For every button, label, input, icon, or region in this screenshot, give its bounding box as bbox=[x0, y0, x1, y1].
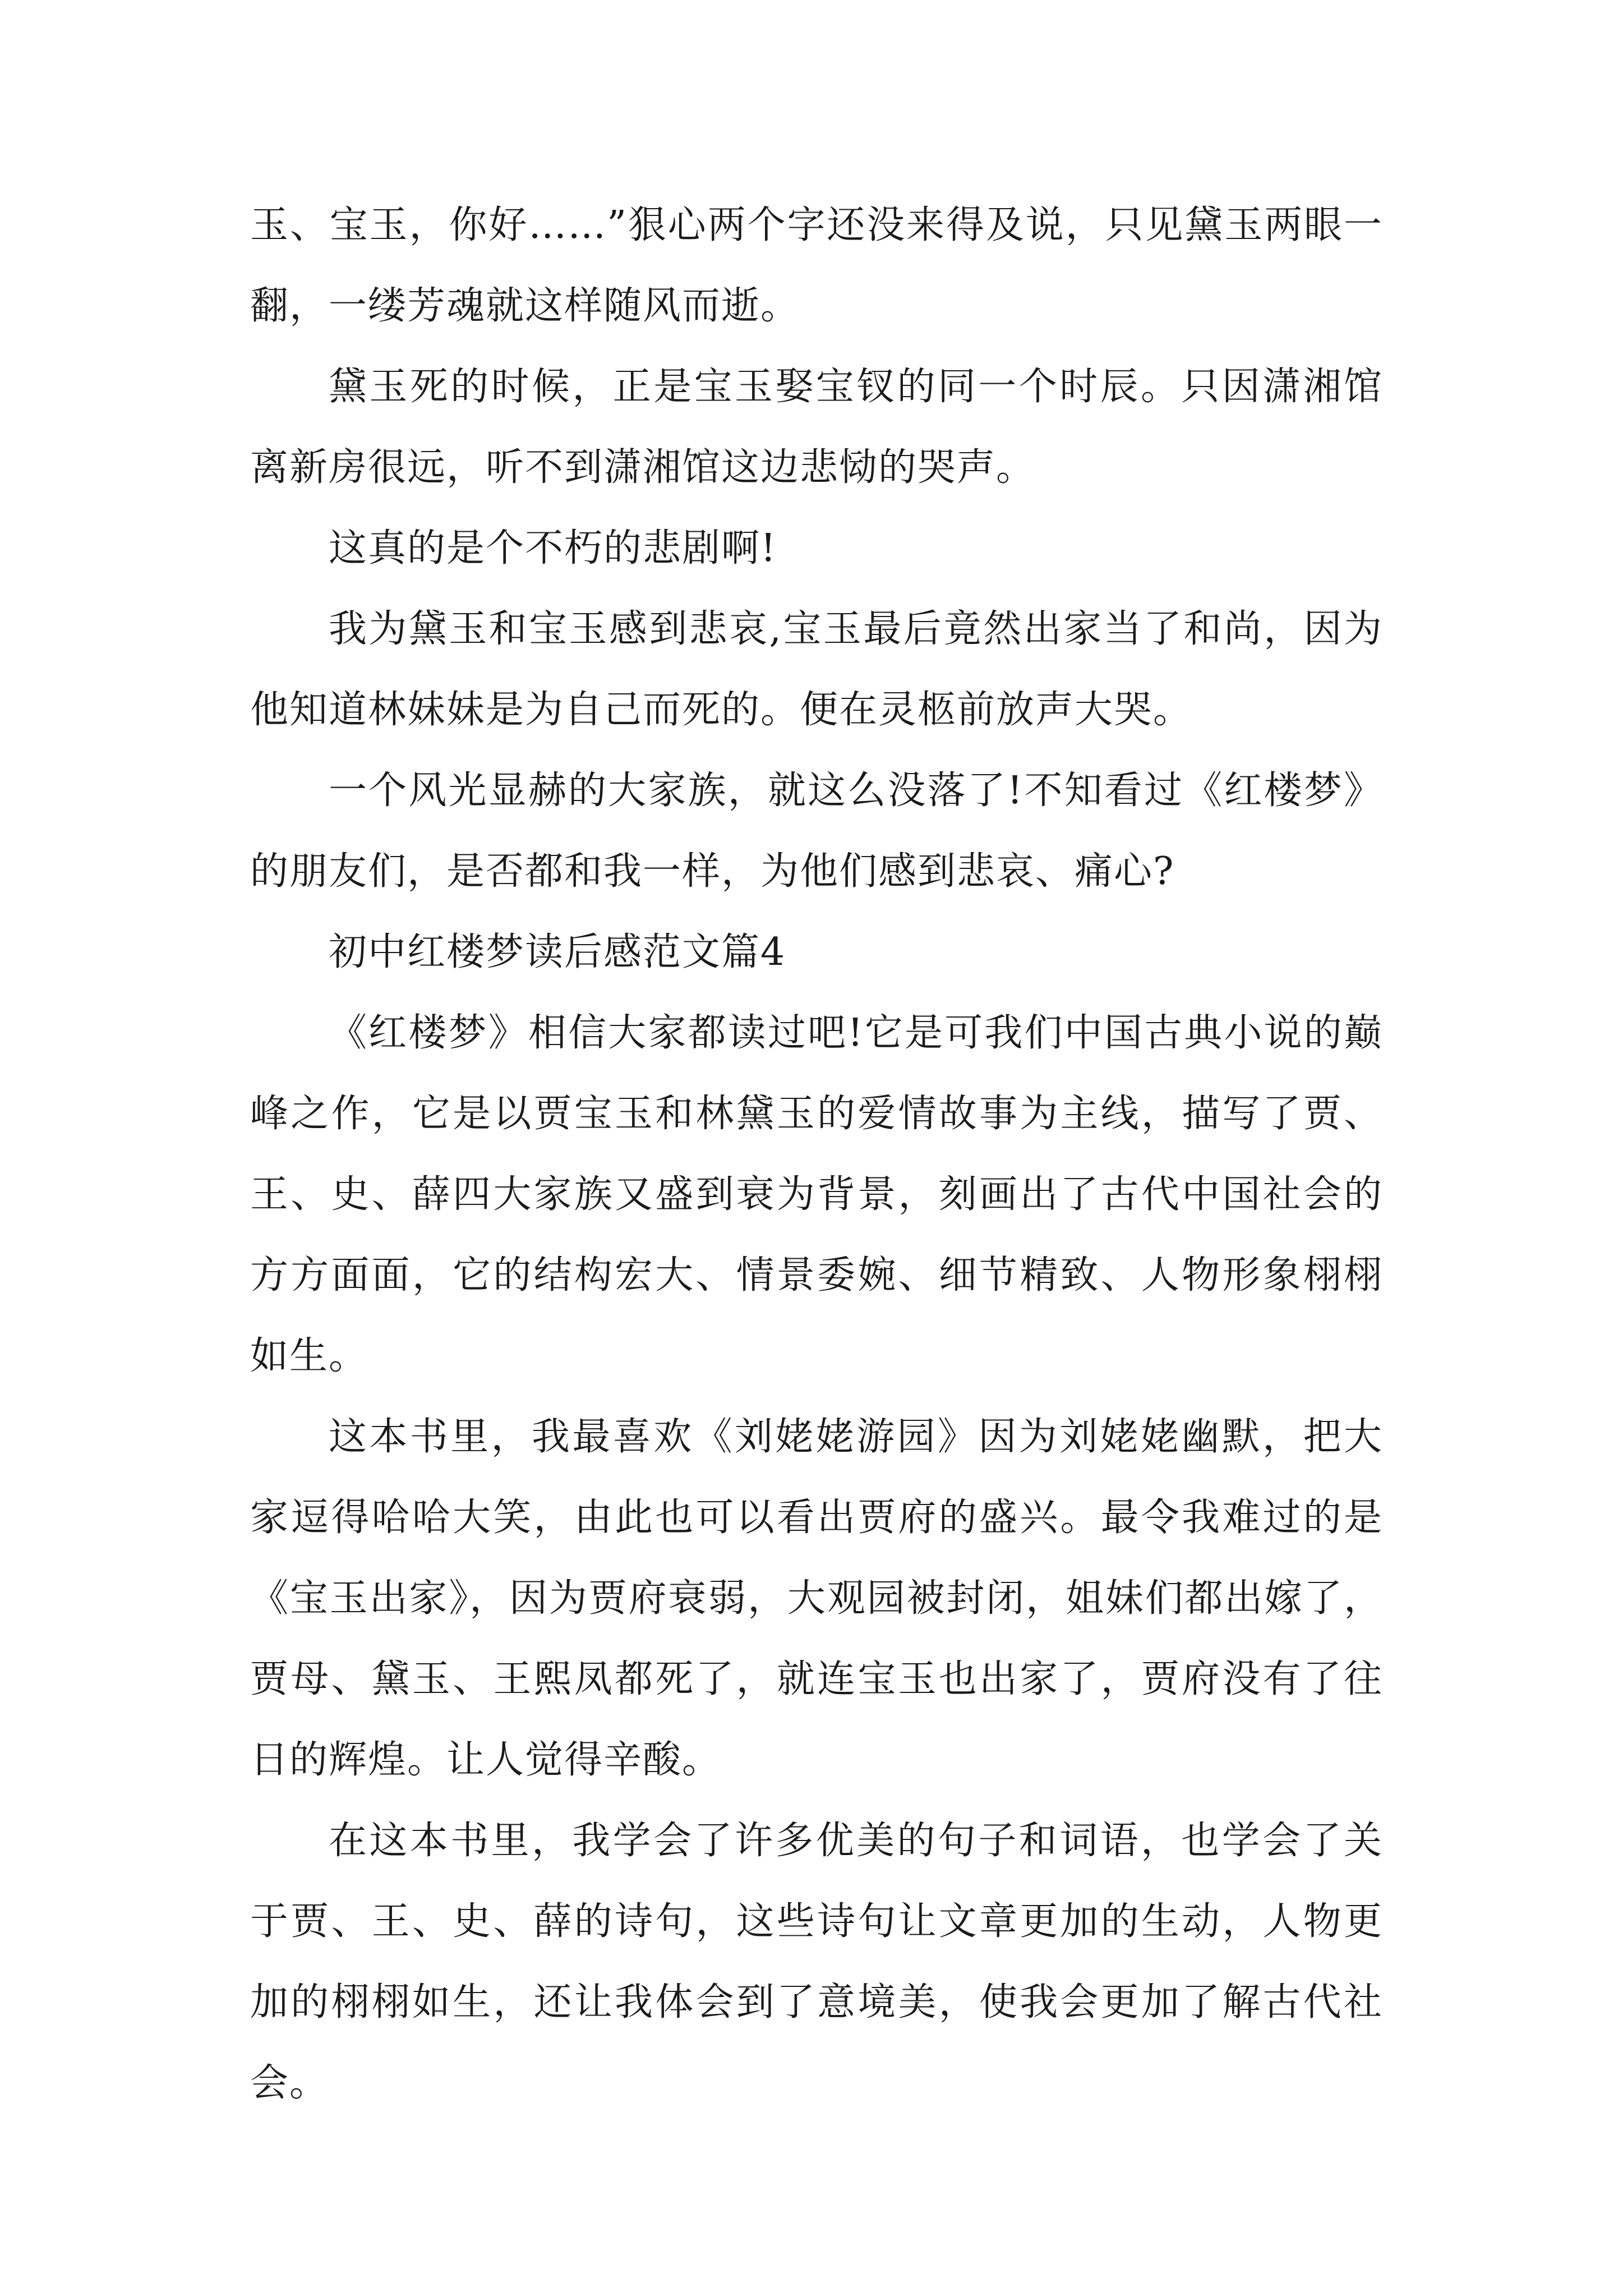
paragraph: 这本书里，我最喜欢《刘姥姥游园》因为刘姥姥幽默，把大家逗得哈哈大笑，由此也可以看出贾府的盛兴。最令我难过的是《宝玉出家》，因为贾府衰弱，大观园被封闭，姐妹们都出嫁了，贾母、黛玉、王熙凤都死了，就连宝玉也出家了，贾府没有了往日的辉煌。让人觉得辛酸。 bbox=[250, 1415, 1383, 1782]
paragraph: 这真的是个不朽的悲剧啊! bbox=[329, 526, 777, 570]
document-body bbox=[250, 185, 1383, 2124]
section-heading: 初中红楼梦读后感范文篇4 bbox=[329, 930, 786, 974]
paragraph: 我为黛玉和宝玉感到悲哀,宝玉最后竟然出家当了和尚，因为他知道林妹妹是为自己而死的。便在灵柩前放声大哭。 bbox=[250, 607, 1383, 732]
paragraph: 在这本书里，我学会了许多优美的句子和词语，也学会了关于贾、王、史、薛的诗句，这些诗句让文章更加的生动，人物更加的栩栩如生，还让我体会到了意境美，使我会更加了解古代社会。 bbox=[250, 1819, 1383, 2105]
paragraph: 一个风光显赫的大家族，就这么没落了!不知看过《红楼梦》的朋友们，是否都和我一样，为他们感到悲哀、痛心? bbox=[250, 769, 1383, 894]
paragraph: 《红楼梦》相信大家都读过吧!它是可我们中国古典小说的巅峰之作，它是以贾宝玉和林黛玉的爱情故事为主线，描写了贾、王、史、薛四大家族又盛到衰为背景，刻画出了古代中国社会的方方面面，它的结构宏大、情景委婉、细节精致、人物形象栩栩如生。 bbox=[250, 1011, 1383, 1378]
paragraph-continuation: 玉、宝玉，你好……”狠心两个字还没来得及说，只见黛玉两眼一翻，一缕芳魂就这样随风而逝。 bbox=[250, 203, 1383, 328]
paragraph: 黛玉死的时候，正是宝玉娶宝钗的同一个时辰。只因潇湘馆离新房很远，听不到潇湘馆这边悲恸的哭声。 bbox=[250, 365, 1383, 490]
